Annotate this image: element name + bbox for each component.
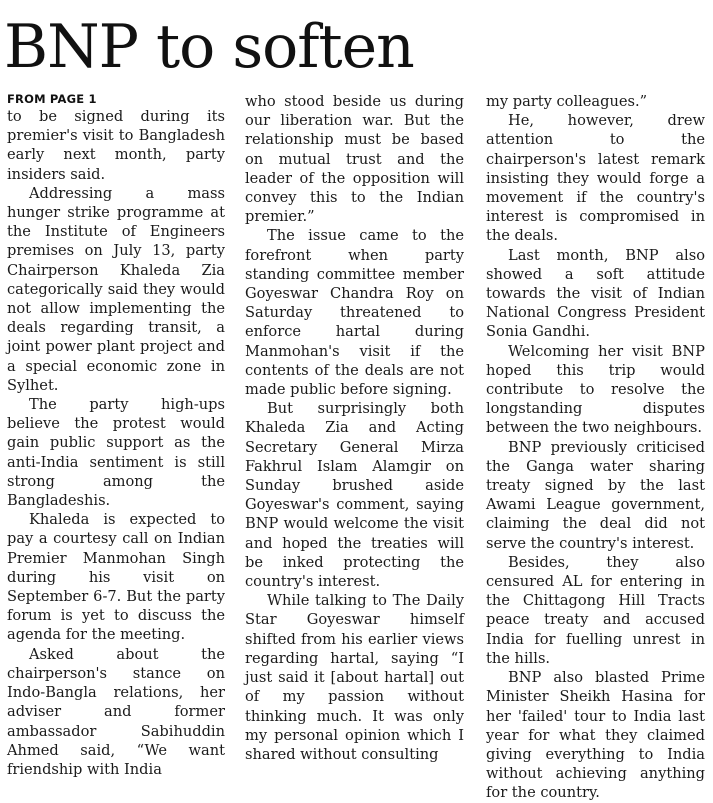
paragraph: While talking to The Daily Star Goyeswar himself shifted from his earlier views regarding hartal, saying “I just said it [about hartal] out of my passion without thinking much. It was only my personal opinion which I shared without consulting — [245, 592, 464, 763]
paragraph: BNP also blasted Prime Minister Sheikh Hasina for her 'failed' tour to India last year for what they claimed giving everything to India without achieving anything for the country. — [486, 669, 705, 802]
article-column-3 — [486, 92, 705, 803]
article-column-2 — [245, 92, 464, 764]
jump-label: FROM PAGE 1 — [7, 92, 97, 106]
paragraph: He, however, drew attention to the chairperson's latest remark insisting they would forge a movement if the country's interest is compromised in the deals. — [486, 112, 705, 245]
paragraph: Khaleda is expected to pay a courtesy call on Indian Premier Manmohan Singh during his visit on September 6-7. But the party forum is yet to discuss the agenda for the meeting. — [7, 511, 225, 644]
paragraph: Last month, BNP also showed a soft attitude towards the visit of Indian National Congress President Sonia Gandhi. — [486, 246, 705, 341]
paragraph: Besides, they also censured AL for entering in the Chittagong Hill Tracts peace treaty and accused India for fuelling unrest in the hills. — [486, 553, 705, 667]
paragraph: who stood beside us during our liberation war. But the relationship must be based on mutual trust and the leader of the opposition will convey this to the Indian premier.” — [245, 93, 464, 226]
paragraph: Asked about the chairperson's stance on Indo-Bangla relations, her adviser and former ambassador Sabihuddin Ahmed said, “We want friendship with India — [7, 645, 225, 778]
paragraph: to be signed during its premier's visit to Bangladesh early next month, party insiders said. — [7, 108, 225, 183]
paragraph: The party high-ups believe the protest would gain public support as the anti-India sentiment is still strong among the Bangladeshis. — [7, 396, 225, 510]
paragraph: BNP previously criticised the Ganga water sharing treaty signed by the last Awami League government, claiming the deal did not serve the country's interest. — [486, 438, 705, 552]
headline: BNP to soften — [4, 12, 414, 82]
paragraph: The issue came to the forefront when party standing committee member Goyeswar Chandra Roy on Saturday threatened to enforce hartal during Manmohan's visit if the contents of the deals are not made public before signing. — [245, 227, 464, 399]
paragraph: my party colleagues.” — [486, 93, 648, 110]
paragraph: But surprisingly both Khaleda Zia and Acting Secretary General Mirza Fakhrul Islam Alamgir on Sunday brushed aside Goyeswar's comment, saying BNP would welcome the visit and hoped the treaties will be inked protecting the country's interest. — [245, 400, 464, 591]
article-column-1 — [7, 92, 225, 779]
paragraph: Addressing a mass hunger strike programme at the Institute of Engineers premises on July 13, party Chairperson Khaleda Zia categorically said they would not allow implementing the deals regarding transit, a joint power plant project and a special economic zone in Sylhet. — [7, 184, 225, 394]
paragraph: Welcoming her visit BNP hoped this trip would contribute to resolve the longstanding disputes between the two neighbours. — [486, 342, 705, 437]
